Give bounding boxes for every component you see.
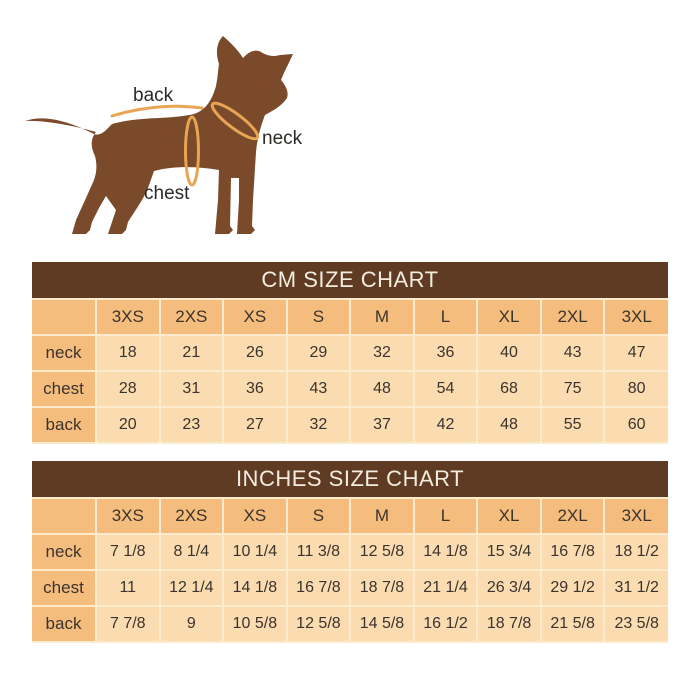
cm-neck-m: 32: [350, 335, 414, 371]
inches-neck-row: [32, 534, 668, 570]
cm-back-2xl: 55: [541, 407, 605, 443]
inches-back-xl: 18 7/8: [477, 606, 541, 642]
inches-chest-l: 21 1/4: [414, 570, 478, 606]
cm-neck-xl: 40: [477, 335, 541, 371]
inches-back-3xl: 23 5/8: [604, 606, 668, 642]
cm-neck-row: [32, 335, 668, 371]
inches-size-header-3xl: 3XL: [604, 498, 668, 534]
cm-size-header-2xs: 2XS: [160, 299, 224, 335]
cm-chest-m: 48: [350, 371, 414, 407]
cm-neck-3xl: 47: [604, 335, 668, 371]
inches-size-header-2xl: 2XL: [541, 498, 605, 534]
cm-size-header-xl: XL: [477, 299, 541, 335]
inches-chest-m: 18 7/8: [350, 570, 414, 606]
cm-chest-3xl: 80: [604, 371, 668, 407]
inches-chest-row-label: chest: [32, 570, 96, 606]
cm-size-header-3xl: 3XL: [604, 299, 668, 335]
inches-corner-cell: [32, 498, 96, 534]
cm-size-header-2xl: 2XL: [541, 299, 605, 335]
chest-measure-label: chest: [144, 183, 190, 204]
cm-neck-xs: 26: [223, 335, 287, 371]
cm-back-m: 37: [350, 407, 414, 443]
cm-header-row: [32, 299, 668, 335]
cm-chest-s: 43: [287, 371, 351, 407]
cm-chest-xl: 68: [477, 371, 541, 407]
inches-chest-2xl: 29 1/2: [541, 570, 605, 606]
cm-back-3xs: 20: [96, 407, 160, 443]
dog-silhouette-illustration: [0, 0, 340, 250]
cm-chest-xs: 36: [223, 371, 287, 407]
cm-size-chart: [32, 262, 668, 444]
inches-back-2xs: 9: [160, 606, 224, 642]
cm-back-xs: 27: [223, 407, 287, 443]
cm-corner-cell: [32, 299, 96, 335]
cm-chest-2xs: 31: [160, 371, 224, 407]
cm-chest-l: 54: [414, 371, 478, 407]
inches-size-header-xs: XS: [223, 498, 287, 534]
inches-chest-s: 16 7/8: [287, 570, 351, 606]
inches-size-header-m: M: [350, 498, 414, 534]
cm-neck-2xs: 21: [160, 335, 224, 371]
cm-neck-3xs: 18: [96, 335, 160, 371]
inches-header-row: [32, 498, 668, 534]
inches-back-xs: 10 5/8: [223, 606, 287, 642]
inches-back-s: 12 5/8: [287, 606, 351, 642]
cm-size-header-s: S: [287, 299, 351, 335]
inches-size-header-s: S: [287, 498, 351, 534]
inches-back-l: 16 1/2: [414, 606, 478, 642]
cm-size-table: [32, 298, 668, 444]
cm-size-chart-title: CM SIZE CHART: [32, 262, 668, 298]
inches-back-row: [32, 606, 668, 642]
cm-size-header-xs: XS: [223, 299, 287, 335]
inches-chest-2xs: 12 1/4: [160, 570, 224, 606]
inches-size-table: [32, 497, 668, 643]
inches-neck-3xs: 7 1/8: [96, 534, 160, 570]
cm-back-2xs: 23: [160, 407, 224, 443]
inches-size-chart-title: INCHES SIZE CHART: [32, 461, 668, 497]
inches-size-header-l: L: [414, 498, 478, 534]
cm-size-header-m: M: [350, 299, 414, 335]
cm-back-row-label: back: [32, 407, 96, 443]
inches-chest-3xs: 11: [96, 570, 160, 606]
inches-neck-s: 11 3/8: [287, 534, 351, 570]
cm-chest-row-label: chest: [32, 371, 96, 407]
neck-measure-label: neck: [262, 128, 303, 149]
cm-chest-3xs: 28: [96, 371, 160, 407]
cm-chest-2xl: 75: [541, 371, 605, 407]
dog-body-shape: [25, 36, 293, 234]
inches-neck-2xl: 16 7/8: [541, 534, 605, 570]
cm-size-header-l: L: [414, 299, 478, 335]
cm-chest-row: [32, 371, 668, 407]
inches-neck-3xl: 18 1/2: [604, 534, 668, 570]
inches-neck-xs: 10 1/4: [223, 534, 287, 570]
cm-neck-row-label: neck: [32, 335, 96, 371]
back-measure-label: back: [133, 85, 174, 106]
cm-back-3xl: 60: [604, 407, 668, 443]
inches-neck-xl: 15 3/4: [477, 534, 541, 570]
cm-back-l: 42: [414, 407, 478, 443]
inches-chest-3xl: 31 1/2: [604, 570, 668, 606]
inches-back-3xs: 7 7/8: [96, 606, 160, 642]
cm-neck-s: 29: [287, 335, 351, 371]
inches-neck-l: 14 1/8: [414, 534, 478, 570]
cm-back-xl: 48: [477, 407, 541, 443]
inches-size-header-xl: XL: [477, 498, 541, 534]
dog-measurement-diagram: [0, 0, 340, 250]
inches-chest-xs: 14 1/8: [223, 570, 287, 606]
cm-neck-l: 36: [414, 335, 478, 371]
inches-chest-row: [32, 570, 668, 606]
inches-size-chart: [32, 461, 668, 643]
inches-back-row-label: back: [32, 606, 96, 642]
cm-back-s: 32: [287, 407, 351, 443]
inches-neck-2xs: 8 1/4: [160, 534, 224, 570]
cm-size-header-3xs: 3XS: [96, 299, 160, 335]
inches-neck-m: 12 5/8: [350, 534, 414, 570]
inches-chest-xl: 26 3/4: [477, 570, 541, 606]
inches-back-2xl: 21 5/8: [541, 606, 605, 642]
inches-back-m: 14 5/8: [350, 606, 414, 642]
back-measure-line: [112, 106, 202, 116]
cm-neck-2xl: 43: [541, 335, 605, 371]
cm-back-row: [32, 407, 668, 443]
inches-size-header-2xs: 2XS: [160, 498, 224, 534]
inches-neck-row-label: neck: [32, 534, 96, 570]
inches-size-header-3xs: 3XS: [96, 498, 160, 534]
